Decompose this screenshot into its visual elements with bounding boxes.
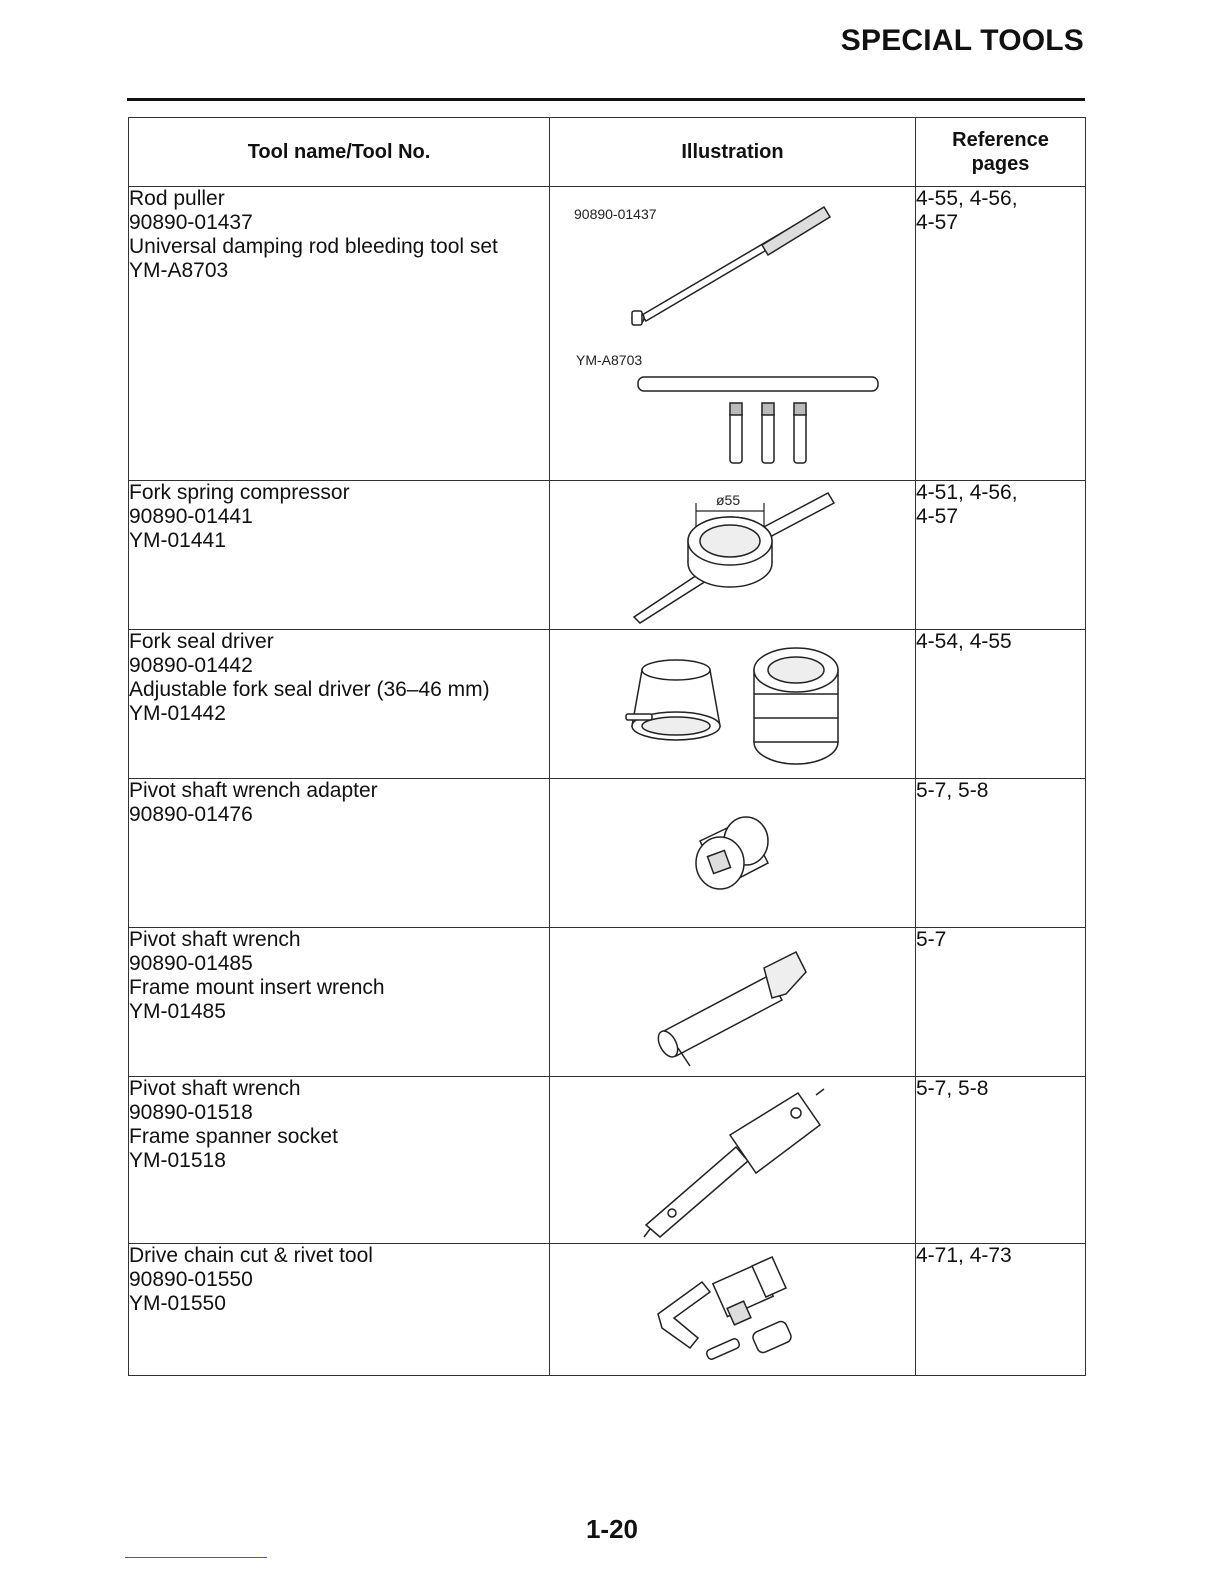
page-number: 1-20 [585, 1514, 639, 1544]
header-reference-pages [916, 118, 1086, 187]
illus-label-ym-a8703: YM-A8703 [576, 352, 643, 368]
pivot-shaft-wrench-icon [550, 928, 914, 1074]
tool-number: 90890-01441 [129, 505, 253, 528]
rod-puller-icon [550, 187, 914, 479]
tool-name: Fork seal driver [129, 630, 274, 653]
illustration-cell [550, 1244, 916, 1376]
frame-spanner-socket-icon [550, 1077, 914, 1241]
illustration-cell [550, 779, 916, 928]
tool-name: Pivot shaft wrench adapter [129, 779, 378, 802]
reference-pages: 4-51, 4-56, [916, 481, 1018, 504]
fork-seal-driver-icon [550, 630, 914, 776]
tool-name: Pivot shaft wrench [129, 1077, 301, 1100]
tool-alt-number: YM-01441 [129, 529, 226, 552]
header-reference-pages-text: Reference pages [952, 129, 1049, 175]
footer-link-underline [125, 1557, 267, 1558]
illustration-cell [550, 928, 916, 1077]
reference-pages: 5-7, 5-8 [916, 779, 989, 802]
fork-spring-compressor-icon [550, 481, 914, 627]
illustration-cell [550, 187, 916, 481]
tool-name-cell [129, 779, 550, 928]
tool-number: 90890-01442 [129, 654, 253, 677]
illustration-cell [550, 630, 916, 779]
tool-name: Drive chain cut & rivet tool [129, 1244, 373, 1267]
tool-alt-number: YM-01442 [129, 702, 226, 725]
tool-alt-name: Frame spanner socket [129, 1125, 338, 1148]
tool-name-cell [129, 928, 550, 1077]
tool-name: Pivot shaft wrench [129, 928, 301, 951]
tool-name-cell [129, 187, 550, 481]
header-rule [127, 98, 1085, 101]
header-illustration: Illustration [550, 118, 916, 187]
pivot-shaft-wrench-adapter-icon [550, 779, 914, 925]
tool-number: 90890-01518 [129, 1101, 253, 1124]
tool-number: 90890-01550 [129, 1268, 253, 1291]
tool-name-cell [129, 1077, 550, 1244]
reference-cell [916, 187, 1086, 481]
tool-name-cell [129, 630, 550, 779]
table-row [129, 1077, 1086, 1244]
reference-pages: 4-55, 4-56, [916, 187, 1018, 210]
tool-name: Fork spring compressor [129, 481, 350, 504]
table-row [129, 928, 1086, 1077]
tool-name-cell [129, 481, 550, 630]
header-tool-name: Tool name/Tool No. [129, 118, 550, 187]
special-tools-table [128, 117, 1086, 1376]
drive-chain-cut-rivet-tool-icon [550, 1244, 914, 1374]
reference-pages: 5-7 [916, 928, 947, 951]
reference-pages: 4-54, 4-55 [916, 630, 1012, 653]
illus-label-diameter: ø55 [716, 492, 741, 508]
table-row [129, 1244, 1086, 1376]
table-header-row [129, 118, 1086, 187]
table-row [129, 779, 1086, 928]
table-row [129, 481, 1086, 630]
tool-alt-number: YM-01550 [129, 1292, 226, 1315]
table-row [129, 630, 1086, 779]
reference-pages: 4-57 [916, 505, 959, 528]
tool-alt-name: Frame mount insert wrench [129, 976, 385, 999]
tool-alt-number: YM-01518 [129, 1149, 226, 1172]
illustration-cell [550, 1077, 916, 1244]
tool-alt-name: Universal damping rod bleeding tool set [129, 235, 498, 258]
illus-label-90890-01437: 90890-01437 [574, 206, 657, 222]
tool-name: Rod puller [129, 187, 225, 210]
reference-cell [916, 481, 1086, 630]
tool-alt-name: Adjustable fork seal driver (36–46 mm) [129, 678, 490, 701]
table-row [129, 187, 1086, 481]
reference-pages: 4-71, 4-73 [916, 1244, 1012, 1267]
illustration-cell [550, 481, 916, 630]
reference-pages: 4-57 [916, 211, 959, 234]
tool-number: 90890-01437 [129, 211, 253, 234]
tool-alt-number: YM-01485 [129, 1000, 226, 1023]
reference-cell [916, 1244, 1086, 1376]
reference-cell [916, 630, 1086, 779]
tool-number: 90890-01476 [129, 803, 253, 826]
tool-name-cell [129, 1244, 550, 1376]
reference-cell [916, 779, 1086, 928]
reference-pages: 5-7, 5-8 [916, 1077, 989, 1100]
page-title: SPECIAL TOOLS [840, 24, 1084, 57]
tool-number: 90890-01485 [129, 952, 253, 975]
reference-cell [916, 1077, 1086, 1244]
tool-alt-number: YM-A8703 [129, 259, 229, 282]
reference-cell [916, 928, 1086, 1077]
